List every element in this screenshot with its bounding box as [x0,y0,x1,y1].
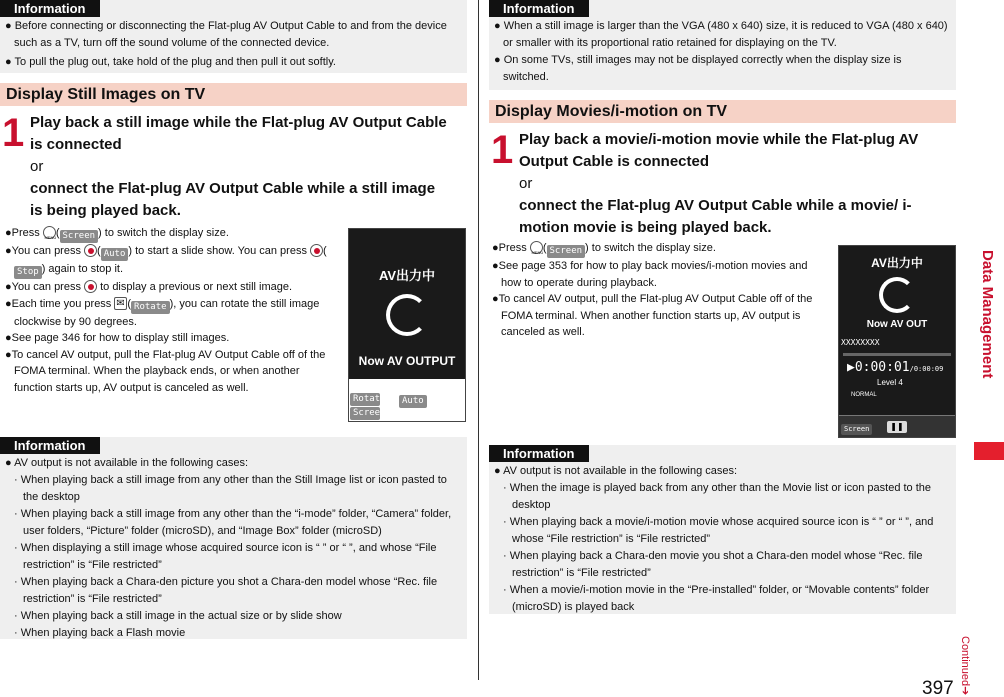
av-output-message: Now AV OUTPUT [358,354,456,368]
info-item: · When a movie/i-motion movie in the “Pre-installed” folder, or “Movable contents” folder (microSD) is played back [503,584,930,613]
info-lead: ● AV output is not available in the following cases: [494,465,738,477]
step-number: 1 [491,128,514,172]
info-bullet: ● To pull the plug out, take hold of the plug and then pull it out softly. [5,56,336,68]
rotate-softkey: Rotate [350,393,380,406]
progress-bar [843,353,951,356]
auto-softkey: Auto [399,395,427,408]
continued-label: Continued➔ [959,636,971,696]
bullet-prev-next: ●You can press to display a previous or next still image. [5,281,293,293]
nav-key-icon [84,280,97,293]
step-1 [489,129,956,239]
info-item: · When playing back a still image from any other than the “i-mode” folder, “Camera” folder, user folders, “Picture” folder (microSD), and “Image Box” folder (microSD) [14,508,452,537]
info-box-vga [489,0,956,90]
auto-softkey: Auto [101,248,129,261]
menu-key-icon [530,241,543,254]
section-heading: Display Movies/i-motion on TV [489,100,956,123]
info-item: · When playing back a Chara-den movie you shot a Chara-den model whose “Rec. file restriction” is “File restricted” [503,550,923,579]
section-heading: Display Still Images on TV [0,83,467,106]
rotate-softkey: Rotate [131,301,170,314]
info-item: · When playing back a still image from any other than the Still Image list or icon pasted to the desktop [14,474,447,503]
info-item: · When playing back a movie/i-motion movie whose acquired source icon is “ ” or “ ”, and whose “File restriction” is “File restricted” [503,516,934,545]
av-output-title: AV出力中 [871,256,923,270]
stop-softkey: Stop [14,266,42,279]
movie-title: XXXXXXXX [841,338,880,347]
info-box-av-unavailable [489,445,956,614]
info-tab: Information [489,0,589,17]
pause-icon: ❚❚ [887,421,907,433]
bullet-rotate: ●Each time you press ✉( Rotate ), you can rotate the still image clockwise by 90 degrees. [5,296,332,331]
info-tab: Information [0,0,100,17]
info-box-av-unavailable [0,437,467,639]
step-number: 1 [2,111,25,155]
continued-arrow-icon: ➔ [959,686,971,696]
column-divider [478,0,479,680]
screen-softkey: Screen [60,230,99,243]
screen-softkey: Screen [350,407,380,420]
bullet-cancel: ●To cancel AV output, pull the Flat-plug AV Output Cable off of the FOMA terminal. When the playback ends, or when another function starts up, AV output is canceled as well. [5,348,326,394]
phone-screen-still-image [348,228,466,422]
chapter-title: Data Management [979,250,996,379]
step-bullets [492,240,822,341]
av-plug-icon [386,294,428,336]
step-instruction: Play back a still image while the Flat-plug AV Output Cable is connected or connect the Flat-plug AV Output Cable while a still image is being played back. [30,114,447,219]
av-output-title: AV出力中 [378,268,436,283]
playback-mode: NORMAL [851,392,877,398]
camera-key-icon [310,244,323,257]
info-lead: ● AV output is not available in the following cases: [5,457,249,469]
phone-softkey-bar [839,415,955,437]
info-tab: Information [489,445,589,462]
camera-key-icon [84,244,97,257]
info-bullet: ● On some TVs, still images may not be displayed correctly when the display size is switched. [494,54,902,83]
info-item: · When displaying a still image whose acquired source icon is “ ” or “ ”, and whose “File restriction” is “File restricted” [14,542,437,571]
step-bullets [5,225,332,396]
page-number: 397 [922,678,954,697]
bullet-screen: ●Press MENU( Screen ) to switch the display size. [5,225,332,243]
av-plug-icon [879,277,915,313]
bullet-slideshow: ●You can press ( Auto ) to start a slide show. You can press (Stop ) again to stop it. [5,245,327,277]
phone-screen-movie [838,245,956,438]
step-1 [0,112,467,222]
info-item: · When the image is played back from any other than the Movie list or icon pasted to the desktop [503,482,932,511]
info-item: · When playing back a still image in the actual size or by slide show [14,610,342,622]
screen-softkey: Screen [841,424,872,435]
info-item: · When playing back a Chara-den picture you shot a Chara-den model whose “Rec. file restriction” is “File restricted” [14,576,438,605]
info-tab: Information [0,437,100,454]
bullet-screen: ●Press MENU( Screen ) to switch the display size. [492,240,822,258]
bullet-cancel: ●To cancel AV output, pull the Flat-plug AV Output Cable off of the FOMA terminal. When another function starts up, AV output is canceled as well. [492,293,813,338]
av-output-message: Now AV OUT [866,319,928,330]
bullet-see-page: ●See page 346 for how to display still images. [5,332,230,344]
info-box-connection [0,0,467,73]
mail-key-icon [114,297,127,310]
info-item: · When playing back a Flash movie [14,627,186,639]
screen-softkey: Screen [547,245,586,258]
playback-time: ▶0:00:01/0:00:09 [847,360,944,375]
info-bullet: ● Before connecting or disconnecting the Flat-plug AV Output Cable to and from the device such as a TV, turn off the sound volume of the connected device. [5,20,447,49]
chapter-tab-marker [974,442,1004,460]
chapter-sidebar [972,250,1000,460]
volume-level: Level 4 [877,378,903,387]
phone-softkey-bar [349,379,465,421]
menu-key-icon [43,226,56,239]
bullet-see-page: ●See page 353 for how to play back movies/i-motion movies and how to operate during playback. [492,260,808,289]
info-bullet: ● When a still image is larger than the VGA (480 x 640) size, it is reduced to VGA (480 x 640) or smaller with its proportional ratio retained for displaying on the TV. [494,20,948,49]
step-instruction: Play back a movie/i-motion movie while the Flat-plug AV Output Cable is connected or connect the Flat-plug AV Output Cable while a movie/ i-motion movie is being played back. [519,131,919,236]
